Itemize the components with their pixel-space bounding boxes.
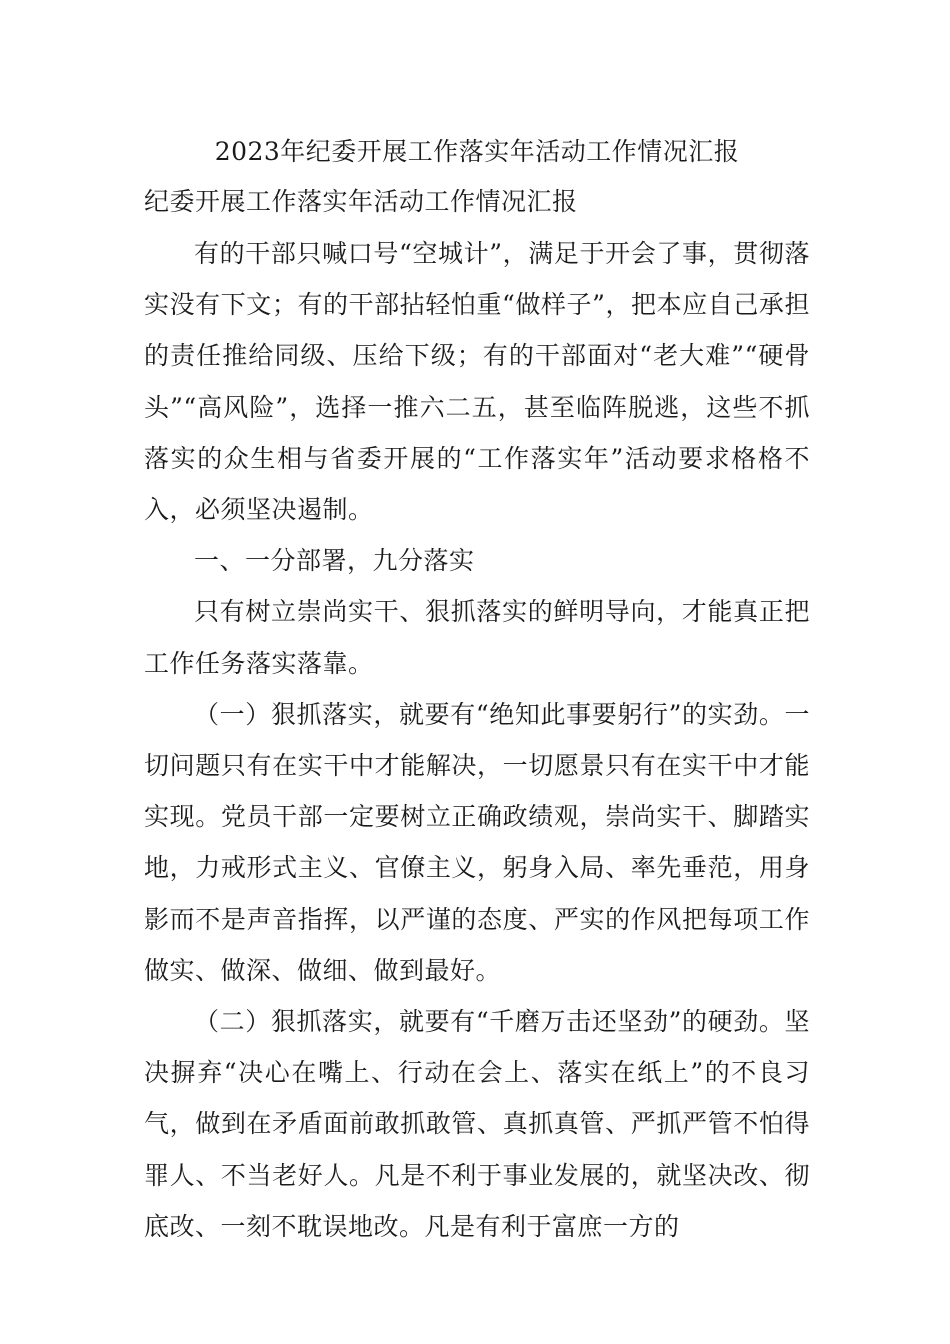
paragraph-point-2: （二）狠抓落实，就要有“千磨万击还坚劲”的硬劲。坚决摒弃“决心在嘴上、行动在会上、落实在纸上”的不良习气，做到在矛盾面前敢抓敢管、真抓真管、严抓严管不怕得罪人、不当老好人。凡是不利于事业发展的，就坚决改、彻底改、一刻不耽误地改。凡是有利于富庶一方的: [144, 1007, 810, 1241]
document-title: 2023年纪委开展工作落实年活动工作情况汇报: [214, 137, 740, 166]
document-body: [144, 128, 810, 1252]
document-subtitle: 纪委开展工作落实年活动工作情况汇报: [144, 187, 578, 216]
section-heading-1: 一、一分部署，九分落实: [194, 546, 475, 576]
paragraph-section-1: 只有树立崇尚实干、狠抓落实的鲜明导向，才能真正把工作任务落实落靠。: [144, 597, 810, 678]
paragraph-point-1: （一）狠抓落实，就要有“绝知此事要躬行”的实劲。一切问题只有在实干中才能解决，一切愿景只有在实干中才能实现。党员干部一定要树立正确政绩观，崇尚实干、脚踏实地，力戒形式主义、官僚主义，躬身入局、率先垂范，用身影而不是声音指挥，以严谨的态度、严实的作风把每项工作做实、做深、做细、做到最好。: [144, 699, 810, 985]
paragraph-intro: 有的干部只喊口号“空城计”，满足于开会了事，贯彻落实没有下文；有的干部拈轻怕重“做样子”，把本应自己承担的责任推给同级、压给下级；有的干部面对“老大难”“硬骨头”“高风险”，选择一推六二五，甚至临阵脱逃，这些不抓落实的众生相与省委开展的“工作落实年”活动要求格格不入，必须坚决遏制。: [144, 239, 810, 525]
